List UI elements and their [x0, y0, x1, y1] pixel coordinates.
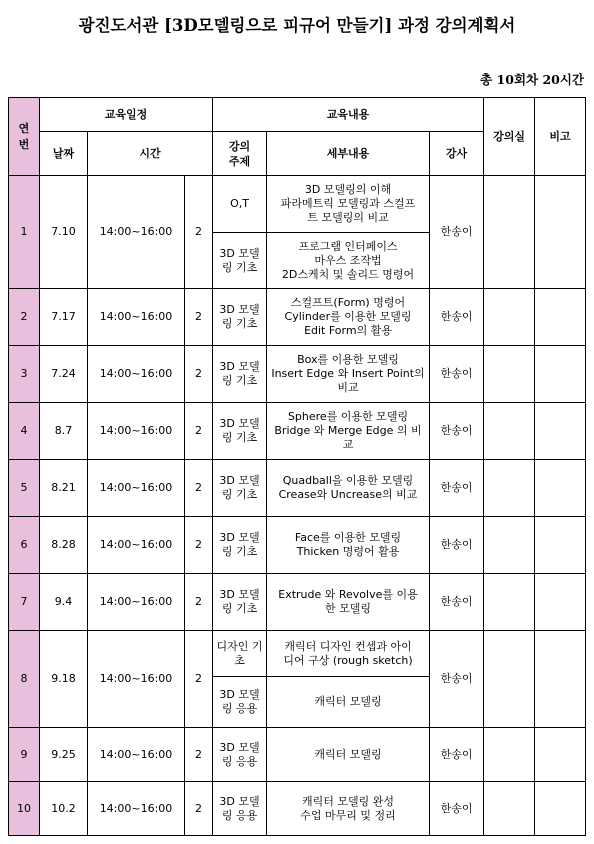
- session-hours: 2: [185, 517, 213, 574]
- session-topic: [213, 728, 267, 782]
- session-note: [535, 403, 586, 460]
- session-detail: [267, 631, 430, 677]
- session-instructor: 한송이: [430, 574, 484, 631]
- detail-line: 2D스케치 및 솔리드 명령어: [281, 267, 415, 281]
- session-topic: [213, 233, 267, 289]
- session-topic: [213, 460, 267, 517]
- session-detail: [267, 289, 430, 346]
- session-row: [9, 460, 586, 517]
- session-detail: [267, 460, 430, 517]
- session-hours: 2: [185, 631, 213, 728]
- session-note: [535, 460, 586, 517]
- header-content: 교육내용: [213, 98, 484, 132]
- lecture-plan-table: [8, 97, 586, 836]
- session-no: 6: [9, 517, 40, 574]
- session-date: 10.2: [40, 782, 88, 836]
- detail-line: Extrude 와 Revolve를 이용: [278, 588, 418, 601]
- session-topic-text: 3D 모델링 기초: [219, 417, 260, 444]
- session-date: 9.25: [40, 728, 88, 782]
- session-time: 14:00~16:00: [88, 346, 185, 403]
- session-row: [9, 574, 586, 631]
- session-note: [535, 176, 586, 289]
- session-hours: 2: [185, 403, 213, 460]
- session-date: 7.24: [40, 346, 88, 403]
- session-topic: [213, 677, 267, 728]
- session-topic-text: 3D 모델링 기초: [219, 360, 260, 387]
- session-hours: 2: [185, 289, 213, 346]
- session-topic: [213, 176, 267, 233]
- session-no: 4: [9, 403, 40, 460]
- header-topic: 강의 주제: [213, 132, 267, 176]
- session-room: [484, 782, 535, 836]
- session-detail: [267, 403, 430, 460]
- lecture-plan-rows: [9, 176, 586, 836]
- session-date: 8.28: [40, 517, 88, 574]
- session-detail: [267, 574, 430, 631]
- session-room: [484, 631, 535, 728]
- session-row: [9, 631, 586, 677]
- header-room: 강의실: [484, 98, 535, 176]
- header-schedule: 교육일정: [40, 98, 213, 132]
- session-detail: [267, 517, 430, 574]
- session-topic-text: 3D 모델링 기초: [219, 246, 260, 274]
- session-topic-text: 3D 모델링 응용: [219, 740, 260, 768]
- session-time: 14:00~16:00: [88, 574, 185, 631]
- session-instructor: 한송이: [430, 460, 484, 517]
- session-topic-text: 디자인 기초: [216, 639, 263, 667]
- session-instructor: 한송이: [430, 403, 484, 460]
- detail-line: Quadball을 이용한 모델링: [282, 474, 414, 487]
- session-hours: 2: [185, 346, 213, 403]
- session-topic: [213, 517, 267, 574]
- detail-line: Edit Form의 활용: [304, 324, 392, 337]
- session-topic-text: O,T: [230, 197, 249, 210]
- detail-line: Face를 이용한 모델링: [294, 531, 402, 544]
- session-no: 7: [9, 574, 40, 631]
- session-topic-text: 3D 모델링 기초: [219, 474, 260, 501]
- session-time: 14:00~16:00: [88, 460, 185, 517]
- session-hours: 2: [185, 728, 213, 782]
- detail-line: Crease와 Uncrease의 비교: [278, 488, 418, 501]
- session-time: 14:00~16:00: [88, 728, 185, 782]
- detail-line: 수업 마무리 및 정리: [300, 808, 396, 822]
- session-room: [484, 289, 535, 346]
- session-row: [9, 346, 586, 403]
- session-no: 3: [9, 346, 40, 403]
- session-no: 9: [9, 728, 40, 782]
- session-detail: [267, 677, 430, 728]
- session-date: 7.17: [40, 289, 88, 346]
- session-detail: [267, 176, 430, 233]
- session-detail: [267, 233, 430, 289]
- session-room: [484, 460, 535, 517]
- session-note: [535, 631, 586, 728]
- session-note: [535, 346, 586, 403]
- header-note: 비고: [535, 98, 586, 176]
- detail-line: 프로그램 인터페이스: [298, 239, 398, 253]
- session-date: 9.4: [40, 574, 88, 631]
- session-row: [9, 403, 586, 460]
- session-time: 14:00~16:00: [88, 782, 185, 836]
- header-no: 연번: [9, 98, 40, 176]
- header-time: 시간: [88, 132, 213, 176]
- session-time: 14:00~16:00: [88, 403, 185, 460]
- session-topic: [213, 289, 267, 346]
- session-hours: 2: [185, 782, 213, 836]
- session-hours: 2: [185, 460, 213, 517]
- detail-line: 캐릭터 모델링 완성: [302, 794, 395, 808]
- detail-line: 마우스 조작법: [314, 253, 382, 267]
- session-instructor: 한송이: [430, 728, 484, 782]
- session-instructor: 한송이: [430, 517, 484, 574]
- detail-line: 교: [342, 438, 354, 451]
- detail-line: Sphere를 이용한 모델링: [287, 410, 409, 423]
- session-topic: [213, 346, 267, 403]
- session-room: [484, 403, 535, 460]
- session-instructor: 한송이: [430, 176, 484, 289]
- session-room: [484, 574, 535, 631]
- session-detail: [267, 782, 430, 836]
- detail-line: Cylinder를 이용한 모델링: [284, 310, 412, 323]
- session-hours: 2: [185, 574, 213, 631]
- session-room: [484, 176, 535, 289]
- session-no: 2: [9, 289, 40, 346]
- session-time: 14:00~16:00: [88, 176, 185, 289]
- session-row: [9, 517, 586, 574]
- session-time: 14:00~16:00: [88, 517, 185, 574]
- session-room: [484, 346, 535, 403]
- session-topic-text: 3D 모델링 응용: [219, 688, 260, 715]
- header-detail: 세부내용: [267, 132, 430, 176]
- session-topic-text: 3D 모델링 기초: [219, 303, 260, 330]
- detail-line: 비교: [337, 381, 359, 394]
- detail-line: 디어 구상 (rough sketch): [283, 653, 413, 667]
- detail-line: 캐릭터 모델링: [314, 747, 382, 761]
- detail-line: 트 모델링의 비교: [307, 211, 389, 224]
- session-note: [535, 728, 586, 782]
- session-room: [484, 728, 535, 782]
- header-date: 날짜: [40, 132, 88, 176]
- session-row: [9, 728, 586, 782]
- detail-line: 3D 모델링의 이해: [304, 183, 392, 196]
- detail-line: 캐릭터 디자인 컨셉과 아이: [284, 639, 412, 653]
- session-detail: [267, 346, 430, 403]
- session-topic-text: 3D 모델링 기초: [219, 588, 260, 615]
- session-note: [535, 289, 586, 346]
- detail-line: 캐릭터 모델링: [314, 695, 382, 708]
- session-topic: [213, 403, 267, 460]
- session-time: 14:00~16:00: [88, 289, 185, 346]
- session-instructor: 한송이: [430, 631, 484, 728]
- session-no: 5: [9, 460, 40, 517]
- session-no: 8: [9, 631, 40, 728]
- session-no: 10: [9, 782, 40, 836]
- detail-line: Bridge 와 Merge Edge 의 비: [274, 424, 422, 437]
- session-time: 14:00~16:00: [88, 631, 185, 728]
- session-instructor: 한송이: [430, 346, 484, 403]
- detail-line: 한 모델링: [325, 602, 372, 615]
- session-detail: [267, 728, 430, 782]
- detail-line: Thicken 명령어 활용: [296, 545, 400, 558]
- session-topic: [213, 574, 267, 631]
- detail-line: 파라메트릭 모델링과 스컬프: [280, 197, 416, 210]
- detail-line: 스컬프트(Form) 명령어: [290, 296, 406, 309]
- session-topic-text: 3D 모델링 응용: [219, 794, 260, 822]
- document-title: 광진도서관 [3D모델링으로 피규어 만들기] 과정 강의계획서: [78, 16, 516, 35]
- session-instructor: 한송이: [430, 782, 484, 836]
- session-room: [484, 517, 535, 574]
- detail-line: Box를 이용한 모델링: [297, 353, 399, 366]
- session-topic: [213, 782, 267, 836]
- session-date: 8.21: [40, 460, 88, 517]
- session-date: 7.10: [40, 176, 88, 289]
- session-no: 1: [9, 176, 40, 289]
- session-instructor: 한송이: [430, 289, 484, 346]
- session-note: [535, 782, 586, 836]
- session-row: [9, 782, 586, 836]
- session-topic: [213, 631, 267, 677]
- session-row: [9, 176, 586, 233]
- session-date: 9.18: [40, 631, 88, 728]
- session-note: [535, 574, 586, 631]
- session-row: [9, 289, 586, 346]
- session-note: [535, 517, 586, 574]
- header-instructor: 강사: [430, 132, 484, 176]
- session-date: 8.7: [40, 403, 88, 460]
- session-topic-text: 3D 모델링 기초: [219, 531, 260, 558]
- total-sessions-hours: 총 10회차 20시간: [480, 72, 584, 87]
- session-hours: 2: [185, 176, 213, 289]
- detail-line: Insert Edge 와 Insert Point의: [271, 367, 425, 380]
